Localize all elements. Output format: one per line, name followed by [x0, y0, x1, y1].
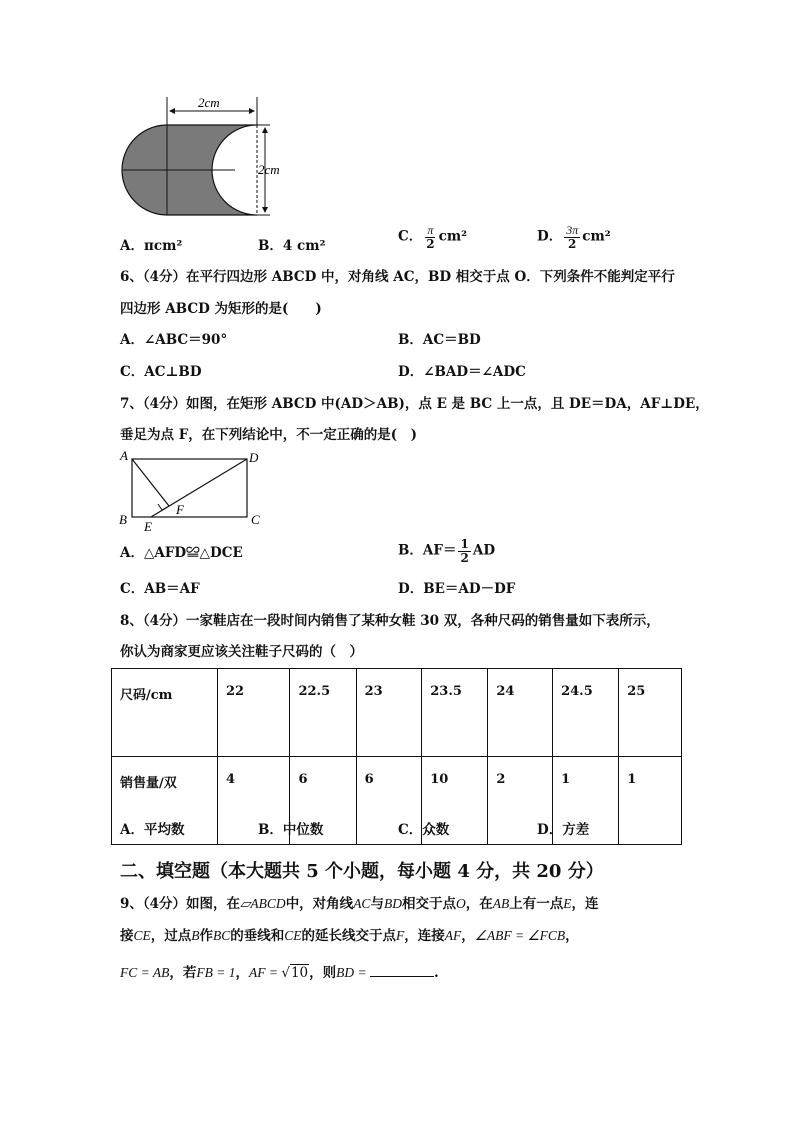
table-cell: 23.5 [422, 669, 488, 757]
table-cell: 4 [218, 757, 290, 845]
q6-line-2: 四边形 ABCD 为矩形的是( ) [120, 301, 322, 317]
half-fraction: $\frac{1}{2}$ [460, 537, 469, 565]
table-cell: 1 [553, 757, 619, 845]
height-label: 2cm [258, 162, 280, 177]
sqrt-radicand: 10 [290, 965, 309, 981]
label-b: B [119, 512, 127, 527]
q6-option-c: C．AC⊥BD [120, 364, 202, 380]
pi-over-2-fraction: $\frac{\pi}{2}$ [426, 223, 435, 251]
q5-option-b: B．4 cm² [258, 238, 326, 254]
q7-option-a: A．△AFD≌△DCE [120, 545, 243, 561]
table-cell: 6 [356, 757, 422, 845]
table-row [112, 669, 682, 757]
table-header-cell: 销售量/双 [112, 757, 218, 845]
q7-option-b: B．AF＝ $\frac{1}{2}$ AD [398, 537, 496, 565]
q6-option-d: D．∠BAD＝∠ADC [398, 364, 526, 380]
label-f: F [176, 502, 184, 517]
table-cell: 25 [619, 669, 682, 757]
table-cell: 22 [218, 669, 290, 757]
question-7-figure [115, 447, 275, 535]
table-cell: 1 [619, 757, 682, 845]
q6-line-1: 6、（4分）在平行四边形 ABCD 中，对角线 AC，BD 相交于点 O．下列条件不能判定平行 [120, 269, 675, 285]
label-e: E [144, 519, 152, 534]
q8-option-d: D．方差 [537, 822, 590, 838]
table-cell: 24 [488, 669, 553, 757]
q5-option-a: A．πcm² [120, 238, 183, 254]
q8-option-c: C．众数 [398, 822, 450, 838]
table-cell: 22.5 [290, 669, 356, 757]
q8-line-2: 你认为商家更应该关注鞋子尺码的（ ） [120, 644, 363, 660]
table-cell: 6 [290, 757, 356, 845]
q9-line-1: 9、（4分）如图，在▱ABCD中，对角线AC与BD相交于点O，在AB上有一点E，连 [120, 896, 599, 912]
q7-option-c: C．AB＝AF [120, 581, 200, 597]
table-cell: 10 [422, 757, 488, 845]
q8-line-1: 8、（4分）一家鞋店在一段时间内销售了某种女鞋 30 双，各种尺码的销售量如下表所示， [120, 613, 660, 629]
q9-line-3: FC = AB，若FB = 1，AF = √10，则BD = . [120, 965, 439, 981]
q9-line-2: 接CE，过点B作BC的垂线和CE的延长线交于点F，连接AF，∠ABF = ∠FCB， [120, 928, 579, 944]
table-cell: 23 [356, 669, 422, 757]
table-cell: 2 [488, 757, 553, 845]
label-c: C [251, 512, 260, 527]
label-d: D [249, 450, 259, 465]
label-a: A [120, 448, 128, 463]
q8-option-a: A．平均数 [120, 822, 185, 838]
shoe-size-table [111, 668, 682, 845]
width-label: 2cm [198, 95, 220, 110]
3pi-over-2-fraction: $\frac{3\pi}{2}$ [566, 223, 579, 251]
section-2-title: 二、填空题（本大题共 5 个小题，每小题 4 分，共 20 分） [120, 861, 604, 882]
question-5-figure [110, 92, 310, 222]
q6-option-b: B．AC＝BD [398, 332, 481, 348]
q7-option-d: D．BE＝AD－DF [398, 581, 516, 597]
q7-line-1: 7、（4分）如图，在矩形 ABCD 中(AD＞AB)，点 E 是 BC 上一点，且 DE＝DA，AF⊥DE， [120, 396, 709, 412]
q7-line-2: 垂足为点 F，在下列结论中，不一定正确的是( ) [120, 427, 418, 443]
q8-option-b: B．中位数 [258, 822, 324, 838]
table-cell: 24.5 [553, 669, 619, 757]
q5-option-c: C． $\frac{\pi}{2}$ cm² [398, 223, 468, 251]
q5-option-d: D． $\frac{3\pi}{2}$ cm² [537, 223, 611, 251]
table-row [112, 757, 682, 845]
answer-blank[interactable] [370, 964, 434, 977]
table-header-cell: 尺码/cm [112, 669, 218, 757]
q6-option-a: A．∠ABC＝90° [120, 332, 228, 348]
